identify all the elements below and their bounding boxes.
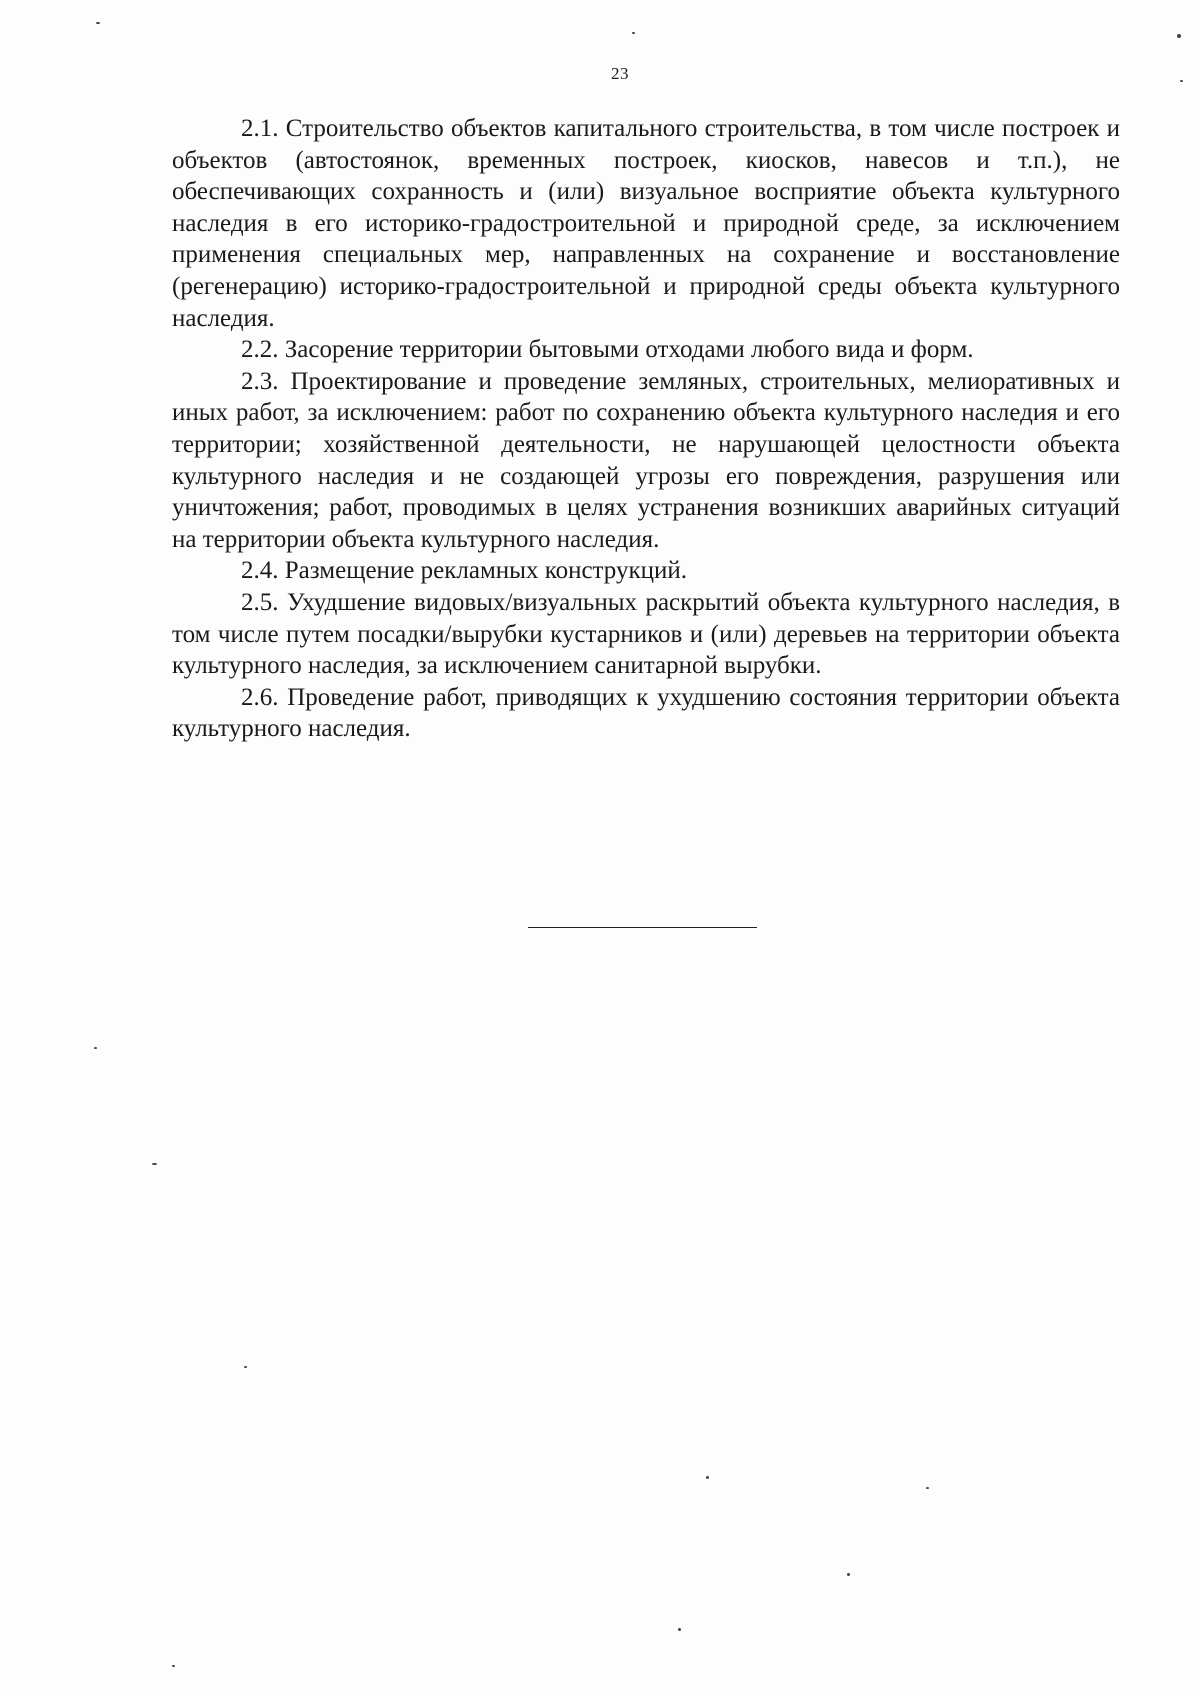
scan-speck <box>94 1047 97 1049</box>
paragraph-2-4: 2.4. Размещение рекламных конструкций. <box>241 557 687 585</box>
end-divider-line <box>528 927 757 928</box>
scan-speck <box>926 1487 929 1489</box>
scan-speck <box>96 22 100 24</box>
scan-speck <box>678 1628 681 1631</box>
paragraph-2-5: 2.5. Ухудшение видовых/визуальных раскрытий объекта культурного наследия, в том числе путем посадки/вырубки кустарников и (или) деревьев на территории объекта культурного наследия, за исключением санитарной вырубки. <box>172 588 1120 680</box>
scan-speck <box>706 1476 709 1479</box>
scan-speck <box>152 1163 157 1165</box>
page-number: 23 <box>611 64 629 83</box>
paragraph-2-6: 2.6. Проведение работ, приводящих к ухудшению состояния территории объекта культурного наследия. <box>172 683 1120 743</box>
scan-speck <box>847 1573 850 1576</box>
scan-speck <box>172 1665 175 1667</box>
paragraph-2-2: 2.2. Засорение территории бытовыми отходами любого вида и форм. <box>241 336 974 364</box>
paragraph-2-1: 2.1. Строительство объектов капитального строительства, в том числе построек и объектов (автостоянок, временных построек, киосков, навесов и т.п.), не обеспечивающих сохранность и (или) визуальное восприятие объекта культурного наследия в его историко-градостроительной и природной среде, за исключением применения специальных мер, направленных на сохранение и восстановление (регенерацию) историко-градостроительной и природной среды объекта культурного наследия. <box>172 115 1120 332</box>
paragraph-2-3: 2.3. Проектирование и проведение земляных, строительных, мелиоративных и иных работ, за исключением: работ по сохранению объекта культурного наследия и его территории; хозяйственной деятельности, не нарушающей целостности объекта культурного наследия и не создающей угрозы его повреждения, разрушения или уничтожения; работ, проводимых в целях устранения возникших аварийных ситуаций на территории объекта культурного наследия. <box>172 367 1120 553</box>
scan-speck <box>1180 80 1183 82</box>
scan-speck <box>632 32 635 34</box>
scan-speck <box>244 1366 247 1368</box>
document-body <box>172 113 1120 745</box>
scan-speck <box>1177 34 1181 38</box>
